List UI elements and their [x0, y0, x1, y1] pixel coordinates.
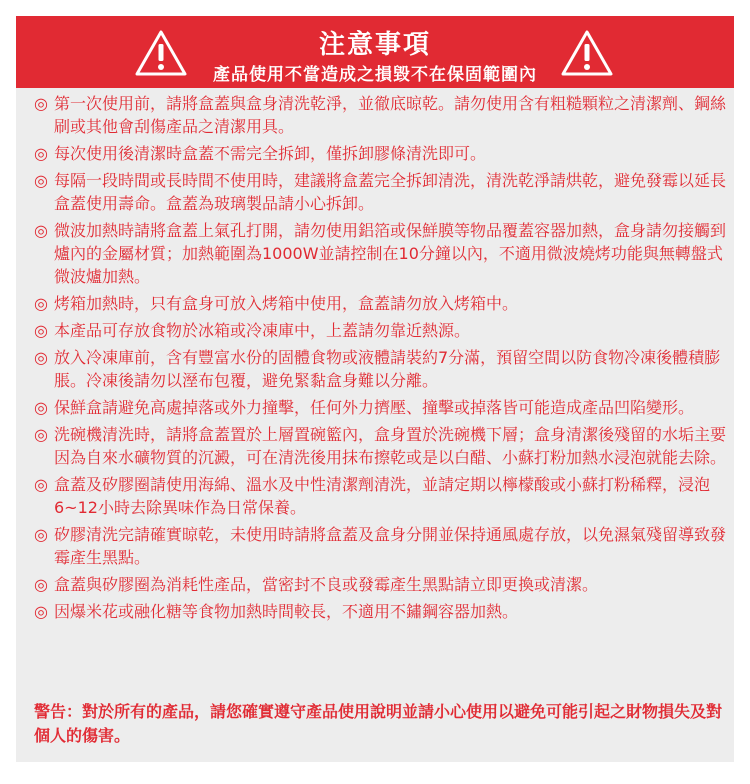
notice-header [16, 16, 734, 88]
list-item-text: 放入冷凍庫前，含有豐富水份的固體食物或液體請裝約7分滿，預留空間以防食物冷凍後體積膨脹。冷凍後請勿以溼布包覆，避免緊黏盒身難以分離。 [54, 348, 721, 390]
list-item [34, 523, 726, 569]
bullet-icon: ◎ [34, 602, 48, 621]
bullet-icon: ◎ [34, 94, 48, 113]
bullet-icon: ◎ [34, 321, 48, 340]
list-item-text: 盒蓋與矽膠圈為消耗性產品，當密封不良或發霉產生黑點請立即更換或清潔。 [54, 575, 599, 594]
list-item-text: 每次使用後清潔時盒蓋不需完全拆卸，僅拆卸膠條清洗即可。 [54, 144, 487, 163]
list-item-text: 烤箱加熱時，只有盒身可放入烤箱中使用，盒蓋請勿放入烤箱中。 [54, 294, 519, 313]
page-title: 注意事項 [318, 30, 431, 60]
list-item-text: 洗碗機清洗時，請將盒蓋置於上層置碗籃內，盒身置於洗碗機下層；盒身清潔後殘留的水垢主要因為自來水礦物質的沉澱，可在清洗後用抹布擦乾或是以白醋、小蘇打粉加熱水浸泡就能去除。 [54, 425, 727, 467]
notice-list [34, 92, 726, 627]
list-item [34, 600, 726, 623]
list-item-text: 第一次使用前，請將盒蓋與盒身清洗乾淨，並徹底晾乾。請勿使用含有粗糙顆粒之清潔劑、鋼絲刷或其他會刮傷產品之清潔用具。 [54, 94, 727, 136]
bullet-icon: ◎ [34, 575, 48, 594]
list-item-text: 因爆米花或融化糖等食物加熱時間較長，不適用不鏽鋼容器加熱。 [54, 602, 519, 621]
bullet-icon: ◎ [34, 425, 48, 444]
list-item [34, 573, 726, 596]
list-item [34, 92, 726, 138]
warning-text: 警告：對於所有的產品，請您確實遵守產品使用說明並請小心使用以避免可能引起之財物損失及對個人的傷害。 [34, 702, 723, 745]
list-item-text: 每隔一段時間或長時間不使用時，建議將盒蓋完全拆卸清洗，清洗乾淨請烘乾，避免發霉以延長盒蓋使用壽命。盒蓋為玻璃製品請小心拆卸。 [54, 171, 727, 213]
bullet-icon: ◎ [34, 221, 48, 240]
bullet-icon: ◎ [34, 348, 48, 367]
bullet-icon: ◎ [34, 294, 48, 313]
list-item [34, 319, 726, 342]
bullet-icon: ◎ [34, 525, 48, 544]
bullet-icon: ◎ [34, 171, 48, 190]
bullet-icon: ◎ [34, 144, 48, 163]
list-item [34, 423, 726, 469]
list-item [34, 142, 726, 165]
bullet-icon: ◎ [34, 475, 48, 494]
list-item [34, 346, 726, 392]
page-subtitle: 產品使用不當造成之損毀不在保固範圍內 [213, 65, 537, 85]
list-item [34, 473, 726, 519]
warning-triangle-icon [560, 28, 614, 78]
list-item-text: 保鮮盒請避免高處掉落或外力撞擊，任何外力擠壓、撞擊或掉落皆可能造成產品凹陷變形。 [54, 398, 695, 417]
list-item-text: 矽膠清洗完請確實晾乾，未使用時請將盒蓋及盒身分開並保持通風處存放，以免濕氣殘留導致發霉產生黑點。 [54, 525, 727, 567]
bullet-icon: ◎ [34, 398, 48, 417]
list-item [34, 292, 726, 315]
list-item-text: 微波加熱時請將盒蓋上氣孔打開，請勿使用鋁箔或保鮮膜等物品覆蓋容器加熱，盒身請勿接觸到爐內的金屬材質；加熱範圍為1000W並請控制在10分鐘以內，不適用微波燒烤功能與無轉盤式微波爐加熱。 [54, 221, 727, 286]
list-item-text: 本產品可存放食物於冰箱或冷凍庫中，上蓋請勿靠近熱源。 [54, 321, 471, 340]
list-item [34, 169, 726, 215]
list-item [34, 219, 726, 288]
list-item [34, 396, 726, 419]
list-item-text: 盒蓋及矽膠圈請使用海綿、溫水及中性清潔劑清洗，並請定期以檸檬酸或小蘇打粉稀釋，浸泡6~12小時去除異味作為日常保養。 [54, 475, 711, 517]
